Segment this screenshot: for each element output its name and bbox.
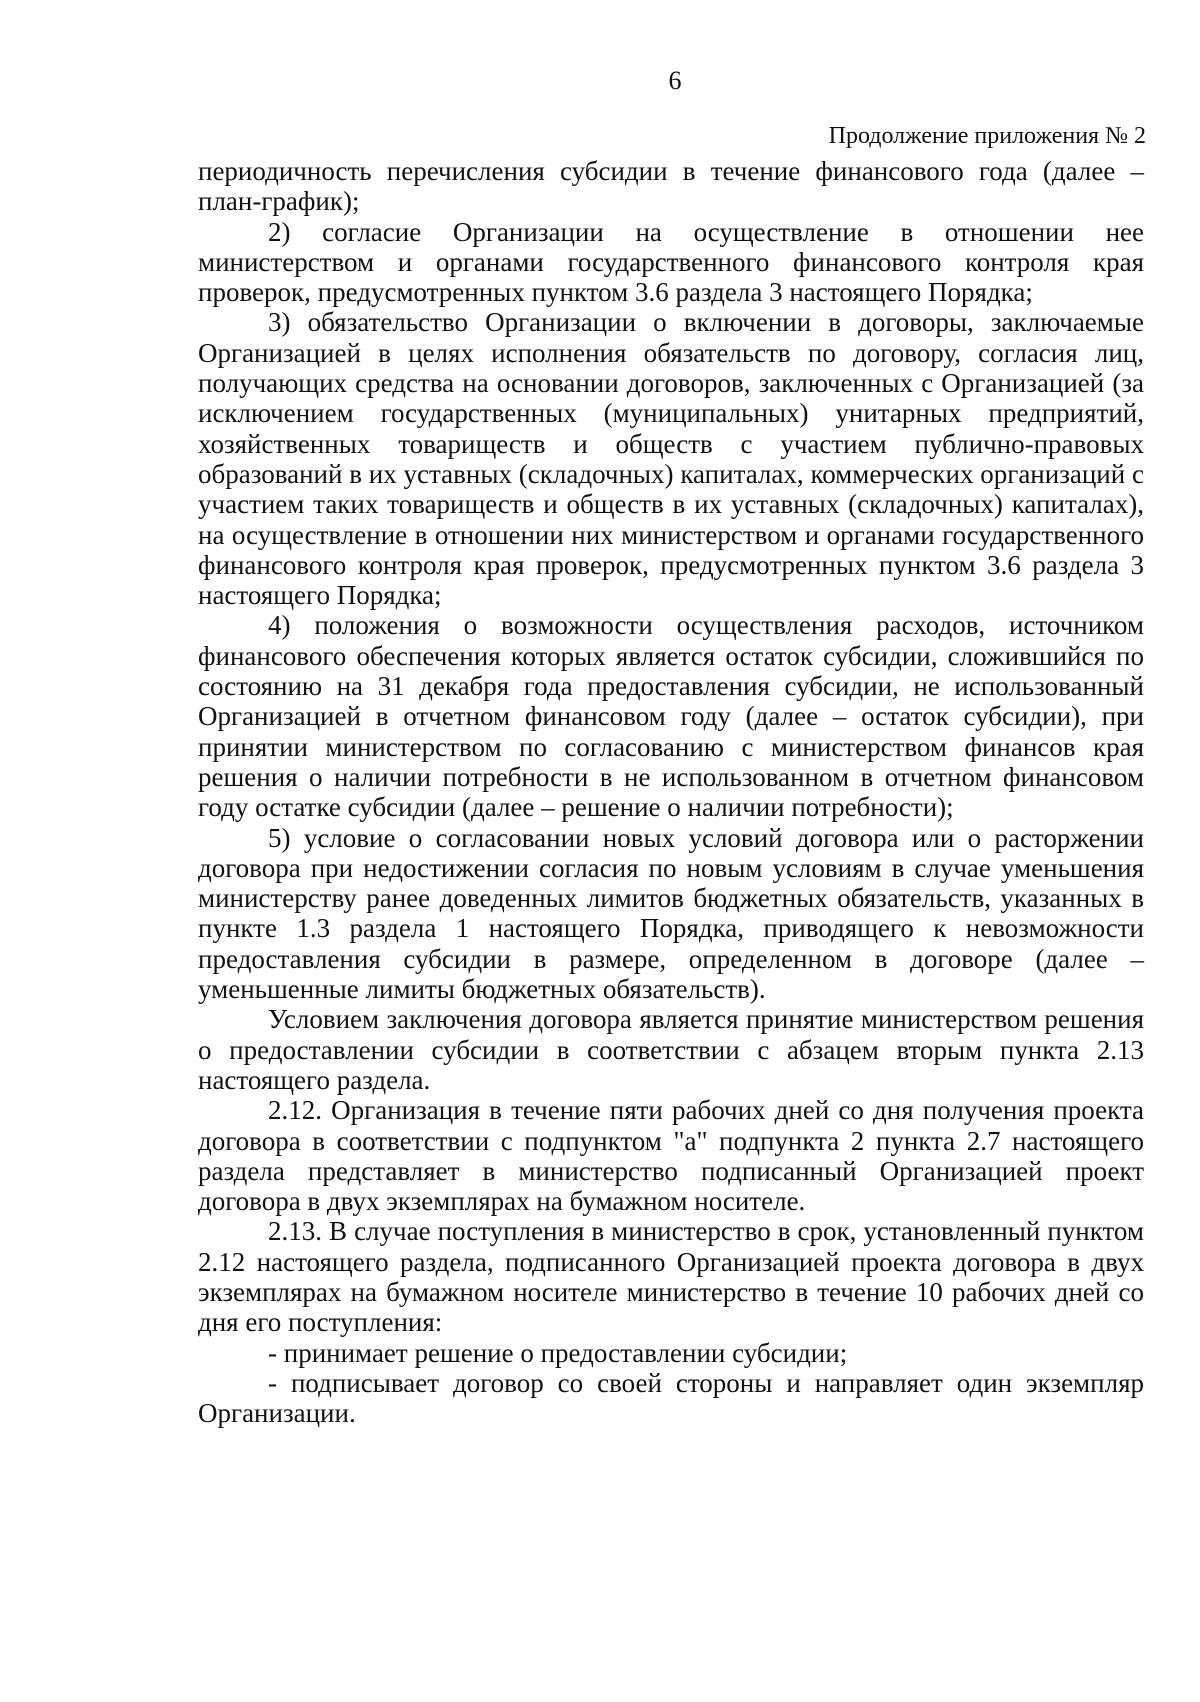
paragraph-item-4-provisions: 4) положения о возможности осуществления расходов, источником финансового обеспечения которых является остаток субсидии, сложившийся по состоянию на 31 декабря года предоставления субсидии, не использованный Организацией в отчетном финансовом году (далее – остаток субсидии), при принятии министерством по согласованию с министерством финансов края решения о наличии потребности в не использованном в отчетном финансовом году остатке субсидии (далее – решение о наличии потребности); (198, 610, 1144, 823)
paragraph-condition-of-contract: Условием заключения договора является принятие министерством решения о предоставлении субсидии в соответствии с абзацем вторым пункта 2.13 настоящего раздела. (198, 1004, 1144, 1095)
paragraph-item-2-consent: 2) согласие Организации на осуществление в отношении нее министерством и органами государственного финансового контроля края проверок, предусмотренных пунктом 3.6 раздела 3 настоящего Порядка; (198, 216, 1144, 308)
paragraph-section-2-13: 2.13. В случае поступления в министерство в срок, установленный пунктом 2.12 настоящего раздела, подписанного Организацией проекта договора в двух экземплярах на бумажном носителе министерство в течение 10 рабочих дней со дня его поступления: (198, 1216, 1144, 1338)
page-number: 6 (668, 66, 682, 95)
list-item-signs-contract: - подписывает договор со своей стороны и направляет один экземпляр Организации. (198, 1367, 1144, 1429)
paragraph-item-5-condition: 5) условие о согласовании новых условий договора или о расторжении договора при недостижении согласия по новым условиям в случае уменьшения министерству ранее доведенных лимитов бюджетных обязательств, указанных в пункте 1.3 раздела 1 настоящего Порядка, приводящего к невозможности предоставления субсидии в размере, определенном в договоре (далее – уменьшенные лимиты бюджетных обязательств). (198, 822, 1144, 1005)
paragraph-plan-schedule-continuation: периодичность перечисления субсидии в течение финансового года (далее – план-график); (198, 156, 1144, 217)
appendix-header-note: Продолжение приложения № 2 (828, 123, 1146, 149)
list-item-accepts-decision: - принимает решение о предоставлении субсидии; (268, 1337, 848, 1368)
paragraph-item-3-obligation: 3) обязательство Организации о включении в договоры, заключаемые Организацией в целях исполнения обязательств по договору, согласия лиц, получающих средства на основании договоров, заключенных с Организацией (за исключением государственных (муниципальных) унитарных предприятий, хозяйственных товариществ и обществ с участием публично-правовых образований в их уставных (складочных) капиталах, коммерческих организаций с участием таких товариществ и обществ в их уставных (складочных) капиталах), на осуществление в отношении них министерством и органами государственного финансового контроля края проверок, предусмотренных пунктом 3.6 раздела 3 настоящего Порядка; (198, 307, 1144, 611)
document-body (198, 156, 1144, 1428)
paragraph-section-2-12: 2.12. Организация в течение пяти рабочих дней со дня получения проекта договора в соответствии с подпунктом "а" подпункта 2 пункта 2.7 настоящего раздела представляет в министерство подписанный Организацией проект договора в двух экземплярах на бумажном носителе. (198, 1095, 1144, 1217)
